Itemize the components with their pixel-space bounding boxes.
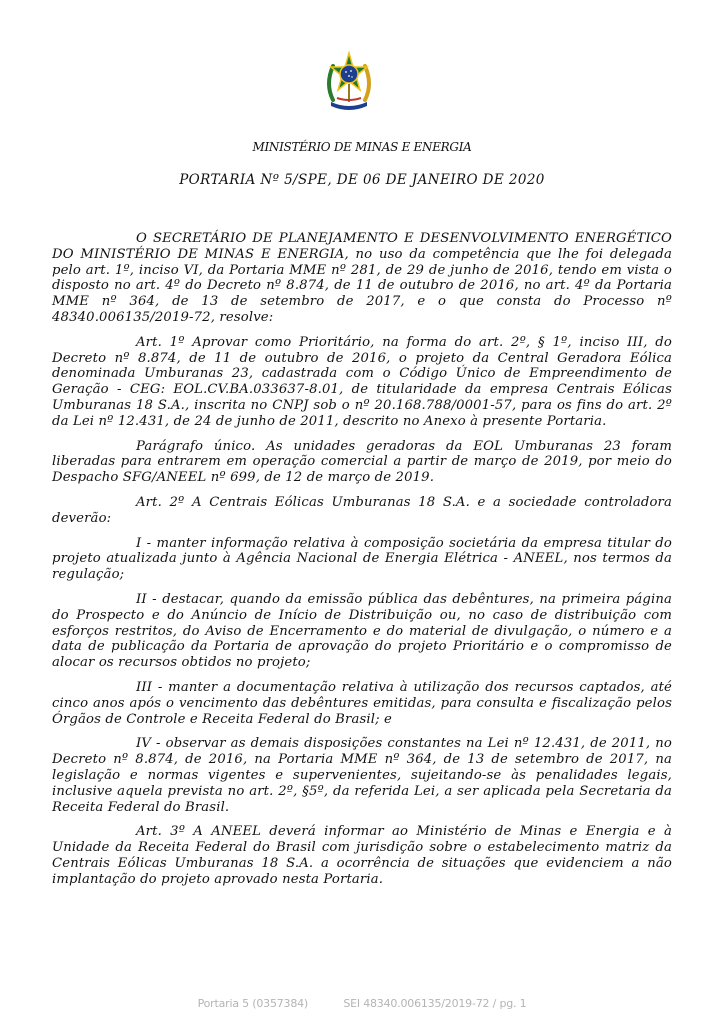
article-1-paragraph: Art. 1º Aprovar como Prioritário, na forma do art. 2º, § 1º, inciso III, do Decreto nº 8.874, de 11 de outubro de 2016, o projeto da Central Geradora Eólica denominada Umburanas 23, cadastrada com o Código Único de Empreendimento de Geração - CEG: EOL.CV.BA.033637-8.01, de titularidade da empresa Centrais Eólicas Umburanas 18 S.A., inscrita no CNPJ sob o nº 20.168.788/0001-57, para os fins do art. 2º da Lei nº 12.431, de 24 de junho de 2011, descrito no Anexo à presente Portaria. bbox=[52, 334, 672, 429]
sole-paragraph: Parágrafo único. As unidades geradoras da EOL Umburanas 23 foram liberadas para entrarem em operação comercial a partir de março de 2019, por meio do Despacho SFG/ANEEL nº 699, de 12 de março de 2019. bbox=[52, 438, 672, 486]
brazil-coat-of-arms-icon bbox=[323, 50, 375, 114]
article-3-paragraph: Art. 3º A ANEEL deverá informar ao Ministério de Minas e Energia e à Unidade da Receita Federal do Brasil com jurisdição sobre o estabelecimento matriz da Centrais Eólicas Umburanas 18 S.A. a ocorrência de situações que evidenciem a não implantação do projeto aprovado nesta Portaria. bbox=[52, 824, 672, 887]
article-2-paragraph: Art. 2º A Centrais Eólicas Umburanas 18 S.A. e a sociedade controladora deverão: bbox=[52, 494, 672, 526]
item-iii-paragraph: III - manter a documentação relativa à utilização dos recursos captados, até cinco anos após o vencimento das debêntures emitidas, para consulta e fiscalização pelos Órgãos de Controle e Receita Federal do Brasil; e bbox=[52, 679, 672, 727]
footer-doc-ref: Portaria 5 (0357384) bbox=[197, 997, 309, 1010]
document-title: PORTARIA Nº 5/SPE, DE 06 DE JANEIRO DE 2020 bbox=[179, 172, 545, 188]
preamble-paragraph: O SECRETÁRIO DE PLANEJAMENTO E DESENVOLVIMENTO ENERGÉTICO DO MINISTÉRIO DE MINAS E ENERGIA, no uso da competência que lhe foi delegada pelo art. 1º, inciso VI, da Portaria MME nº 281, de 29 de junho de 2016, tendo em vista o disposto no art. 4º do Decreto nº 8.874, de 11 de outubro de 2016, no art. 4º da Portaria MME nº 364, de 13 de setembro de 2017, e o que consta do Processo nº 48340.006135/2019-72, resolve: bbox=[52, 231, 672, 325]
document-body bbox=[52, 231, 672, 896]
item-ii-paragraph: II - destacar, quando da emissão pública das debêntures, na primeira página do Prospecto e do Anúncio de Início de Distribuição ou, no caso de distribuição com esforços restritos, do Aviso de Encerramento e do material de divulgação, o número e a data de publicação da Portaria de aprovação do projeto Prioritário e o compromisso de alocar os recursos obtidos no projeto; bbox=[52, 591, 672, 671]
item-iv-paragraph: IV - observar as demais disposições constantes na Lei nº 12.431, de 2011, no Decreto nº 8.874, de 2016, na Portaria MME nº 364, de 13 de setembro de 2017, na legislação e normas vigentes e supervenientes, sujeitando-se às penalidades legais, inclusive aquela prevista no art. 2º, §5º, da referida Lei, a ser aplicada pela Secretaria da Receita Federal do Brasil. bbox=[52, 736, 672, 815]
ministry-name: MINISTÉRIO DE MINAS E ENERGIA bbox=[252, 140, 472, 154]
footer-sei-ref: SEI 48340.006135/2019-72 / pg. 1 bbox=[343, 997, 527, 1010]
item-i-paragraph: I - manter informação relativa à composição societária da empresa titular do projeto atualizada junto à Agência Nacional de Energia Elétrica - ANEEL, nos termos da regulação; bbox=[52, 535, 672, 583]
page-footer bbox=[0, 997, 724, 1010]
